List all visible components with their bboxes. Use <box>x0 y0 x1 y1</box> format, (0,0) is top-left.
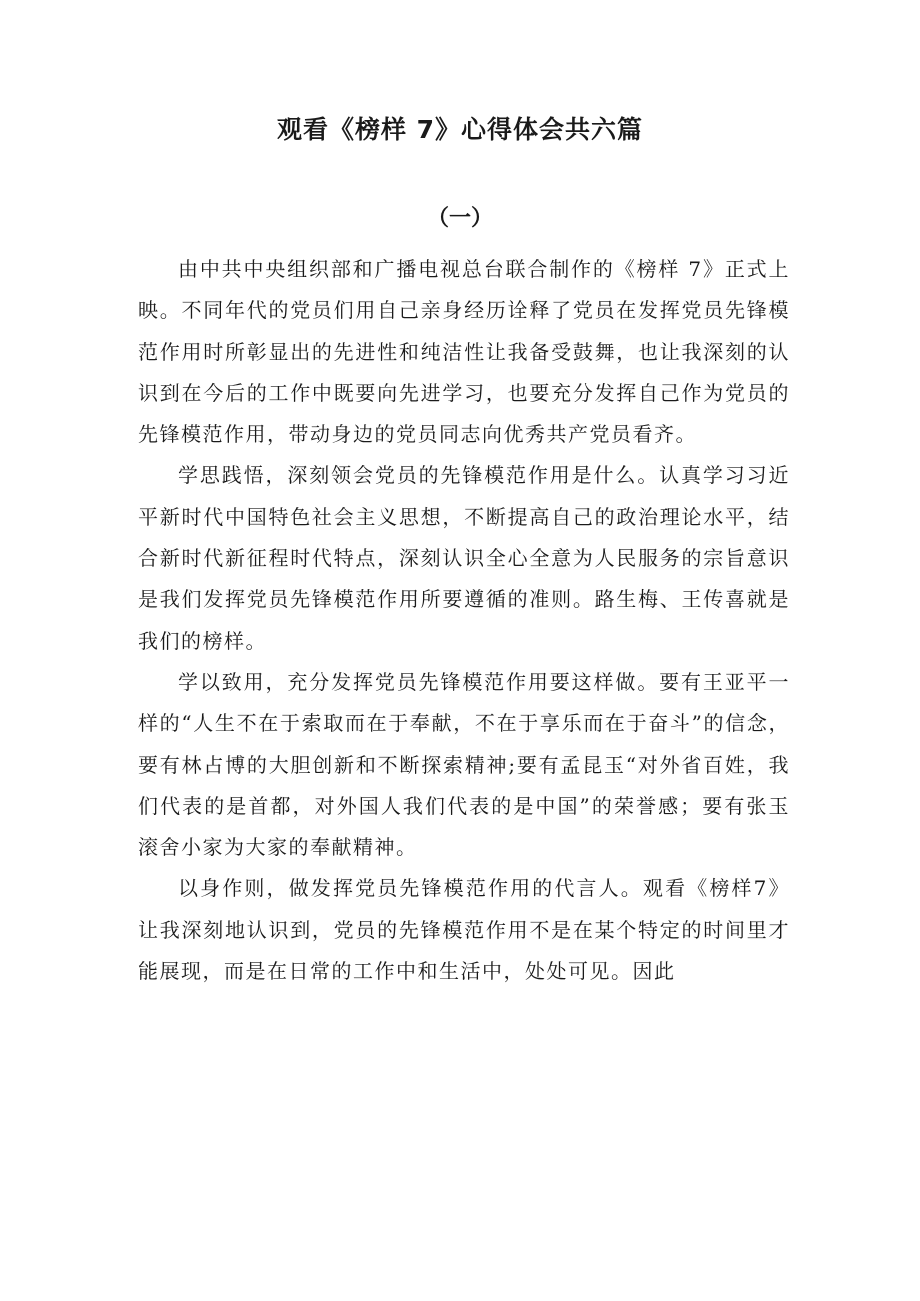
paragraph-3: 学以致用，充分发挥党员先锋模范作用要这样做。要有王亚平一样的“人生不在于索取而在于奉献，不在于享乐而在于奋斗”的信念，要有林占博的大胆创新和不断探索精神;要有孟昆玉“对外省百姓，我们代表的是首都，对外国人我们代表的是中国”的荣誉感；要有张玉滚舍小家为大家的奉献精神。 <box>138 669 790 860</box>
section-heading: （一） <box>426 206 493 231</box>
document-title: 观看《榜样 7》心得体会共六篇 <box>276 115 644 144</box>
document-body <box>138 249 790 992</box>
paragraph-4: 以身作则，做发挥党员先锋模范作用的代言人。观看《榜样7》让我深刻地认识到，党员的先锋模范作用不是在某个特定的时间里才能展现，而是在日常的工作中和生活中，处处可见。因此 <box>138 876 790 984</box>
paragraph-1: 由中共中央组织部和广播电视总台联合制作的《榜样 7》正式上映。不同年代的党员们用自己亲身经历诠释了党员在发挥党员先锋模范作用时所彰显出的先进性和纯洁性让我备受鼓舞，也让我深刻的认识到在今后的工作中既要向先进学习，也要充分发挥自己作为党员的先锋模范作用，带动身边的党员同志向优秀共产党员看齐。 <box>138 257 790 447</box>
paragraph-2: 学思践悟，深刻领会党员的先锋模范作用是什么。认真学习习近平新时代中国特色社会主义思想，不断提高自己的政治理论水平，结合新时代新征程时代特点，深刻认识全心全意为人民服务的宗旨意识是我们发挥党员先锋模范作用所要遵循的准则。路生梅、王传喜就是我们的榜样。 <box>138 463 790 653</box>
